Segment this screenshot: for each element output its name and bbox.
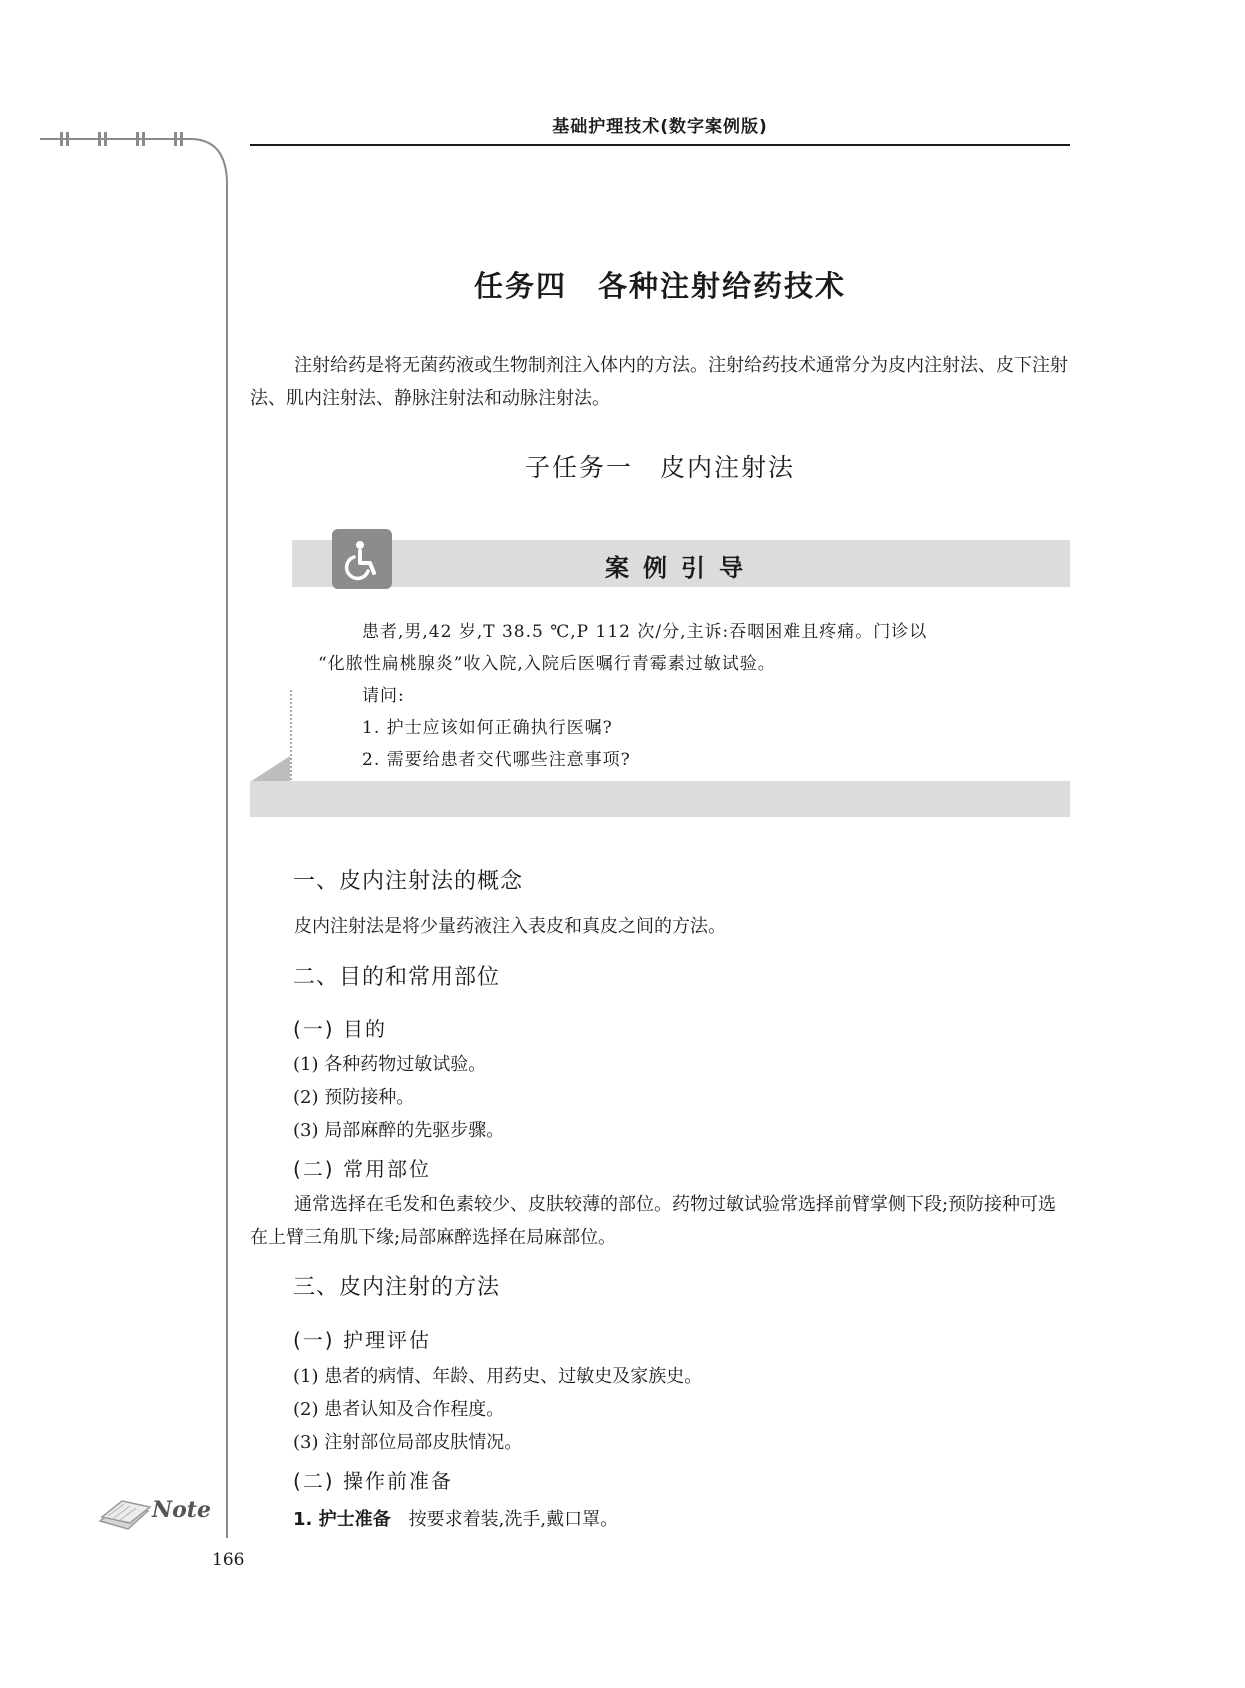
header-rule [250, 144, 1070, 146]
assess-item-2: (2) 患者认知及合作程度。 [293, 1399, 505, 1420]
assess-item-1: (1) 患者的病情、年龄、用药史、过敏史及家族史。 [293, 1366, 703, 1387]
subtask-title: 子任务一 皮内注射法 [524, 453, 795, 482]
intro-paragraph: 注射给药是将无菌药液或生物制剂注入体内的方法。注射给药技术通常分为皮内注射法、皮下注射法、肌内注射法、静脉注射法和动脉注射法。 [250, 355, 1068, 409]
purpose-title: (一) 目的 [293, 1017, 387, 1041]
case-question-1: 1. 护士应该如何正确执行医嘱? [362, 718, 613, 738]
prep-title: (二) 操作前准备 [293, 1469, 453, 1493]
case-line-1: 患者,男,42 岁,T 38.5 ℃,P 112 次/分,主诉:吞咽困难且疼痛。门诊以 [362, 622, 928, 642]
case-question-2: 2. 需要给患者交代哪些注意事项? [362, 750, 631, 770]
case-body [318, 616, 1058, 776]
margin-decoration [0, 120, 240, 190]
section-2-title: 二、目的和常用部位 [293, 965, 501, 990]
purpose-item-3: (3) 局部麻醉的先驱步骤。 [293, 1120, 505, 1141]
section-3-title: 三、皮内注射的方法 [293, 1275, 501, 1300]
case-corner-fold [250, 756, 292, 782]
margin-rule [226, 182, 228, 1538]
assess-item-3: (3) 注射部位局部皮肤情况。 [293, 1432, 523, 1453]
prep-text: 按要求着装,洗手,戴口罩。 [408, 1509, 619, 1530]
section-1-title: 一、皮内注射法的概念 [293, 869, 524, 894]
section-1-text: 皮内注射法是将少量药液注入表皮和真皮之间的方法。 [294, 916, 726, 937]
running-header: 基础护理技术(数字案例版) [552, 117, 768, 137]
note-label: Note [152, 1497, 211, 1523]
case-question-label: 请问: [362, 686, 405, 706]
prep-lead: 1. 护士准备 [293, 1509, 391, 1530]
task-title: 任务四 各种注射给药技术 [473, 269, 846, 303]
site-text: 通常选择在毛发和色素较少、皮肤较薄的部位。药物过敏试验常选择前臂掌侧下段;预防接种可选在上臂三角肌下缘;局部麻醉选择在局麻部位。 [250, 1194, 1057, 1248]
case-footer-bar [250, 781, 1070, 817]
purpose-item-1: (1) 各种药物过敏试验。 [293, 1054, 487, 1075]
page-number: 166 [212, 1550, 245, 1570]
purpose-item-2: (2) 预防接种。 [293, 1087, 415, 1108]
case-heading: 案例引导 [605, 553, 757, 582]
prep-line [293, 1505, 618, 1531]
case-line-2: “化脓性扁桃腺炎”收入院,入院后医嘱行青霉素过敏试验。 [318, 654, 776, 674]
assess-title: (一) 护理评估 [293, 1328, 431, 1352]
site-title: (二) 常用部位 [293, 1157, 431, 1181]
